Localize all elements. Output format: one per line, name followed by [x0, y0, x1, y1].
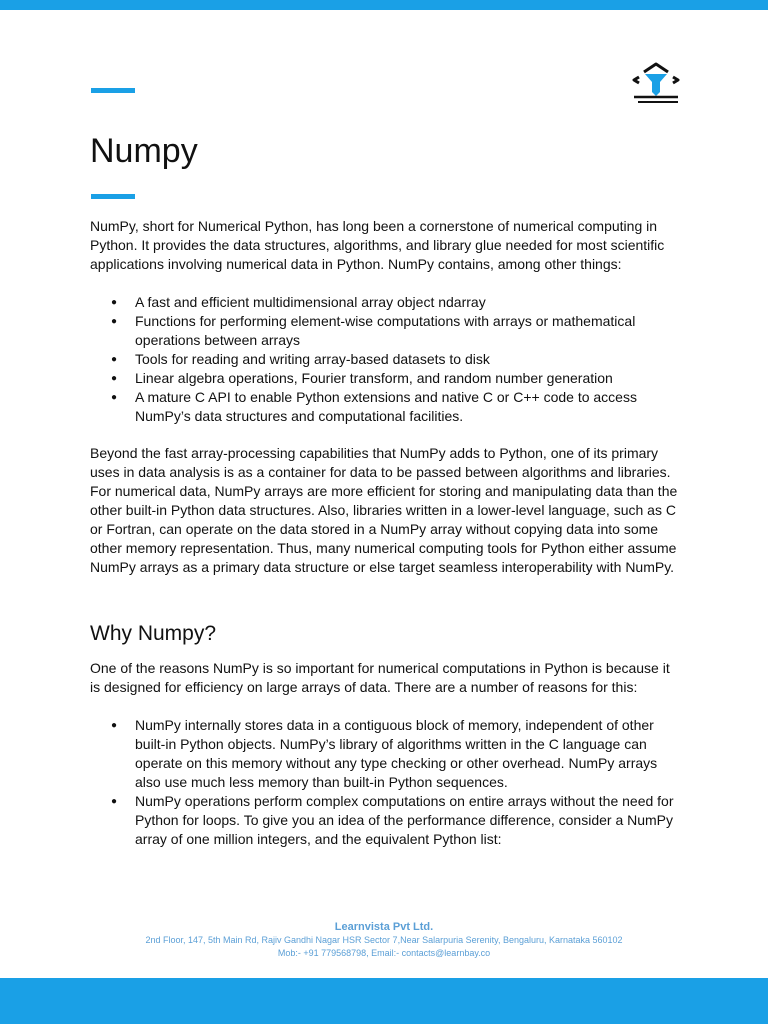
features-list-item: ● Linear algebra operations, Fourier transform, and random number generation [90, 369, 680, 388]
features-list-item: ● Functions for performing element-wise computations with arrays or mathematical operations between arrays [90, 312, 680, 350]
page-title: Numpy [90, 132, 198, 170]
bottom-accent-bar [0, 978, 768, 1024]
footer-address: 2nd Floor, 147, 5th Main Rd, Rajiv Gandhi Nagar HSR Sector 7,Near Salarpuria Serenity, Bengaluru, Karnataka 560102 [145, 935, 623, 945]
title-accent-line-top [91, 88, 135, 93]
why-numpy-heading: Why Numpy? [90, 622, 217, 645]
intro-paragraph: NumPy, short for Numerical Python, has long been a cornerstone of numerical computing in Python. It provides the data structures, algorithms, and library glue needed for most scientific applications involving numerical data in Python. NumPy contains, among other things: [90, 218, 665, 272]
features-list-item: ● A mature C API to enable Python extensions and native C or C++ code to access NumPy’s data structures and computational facilities. [90, 388, 680, 426]
why-numpy-list-item: ● NumPy internally stores data in a contiguous block of memory, independent of other built-in Python objects. NumPy’s library of algorithms written in the C language can operate on this memory without any type checking or other overhead. NumPy arrays also use much less memory than built-in Python sequences. [90, 716, 680, 792]
why-numpy-intro: One of the reasons NumPy is so important for numerical computations in Python is because it is designed for efficiency on large arrays of data. There are a number of reasons for this: [90, 660, 670, 695]
top-accent-bar [0, 0, 768, 10]
why-numpy-list [90, 716, 680, 849]
title-accent-line-bottom [91, 194, 135, 199]
features-list-item: ● A fast and efficient multidimensional array object ndarray [90, 293, 680, 312]
footer-contact: Mob:- +91 779568798, Email:- contacts@learnbay.co [277, 948, 491, 958]
why-numpy-list-item: ● NumPy operations perform complex computations on entire arrays without the need for Python for loops. To give you an idea of the performance difference, consider a NumPy array of one million integers, and the equivalent Python list: [90, 792, 680, 849]
document-body [90, 217, 680, 849]
features-list-item: ● Tools for reading and writing array-based datasets to disk [90, 350, 680, 369]
footer-company-name: Learnvista Pvt Ltd. [334, 921, 434, 933]
footer [0, 920, 768, 960]
body-paragraph: Beyond the fast array-processing capabilities that NumPy adds to Python, one of its primary uses in data analysis is as a container for data to be passed between algorithms and libraries. For numerical data, NumPy arrays are more efficient for storing and manipulating data than the other built-in Python data structures. Also, libraries written in a lower-level language, such as C or Fortran, can operate on the data stored in a NumPy array without copying data into some other memory representation. Thus, many numerical computing tools for Python either assume NumPy arrays as a primary data structure or else target seamless interoperability with NumPy. [90, 445, 678, 575]
learnbay-logo-icon [630, 60, 682, 106]
features-list [90, 293, 680, 426]
